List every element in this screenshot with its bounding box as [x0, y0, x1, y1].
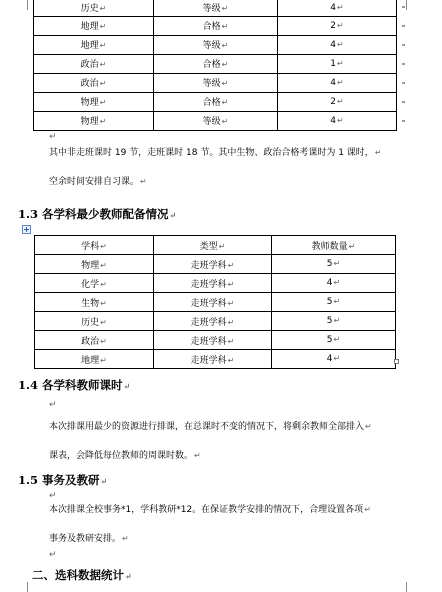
table-cell-text: 生物 — [81, 298, 100, 309]
table-cell[interactable] — [154, 274, 272, 293]
empty-paragraph-mark: ↵ — [49, 491, 57, 501]
paragraph-1-5-line1[interactable]: 本次排课全校事务*1，学科教研*12。在保证教学安排的情况下，合理设置各项↵ — [49, 505, 371, 515]
table-header-cell-text: 类型 — [199, 241, 218, 252]
table-header-cell[interactable] — [154, 236, 272, 255]
table-cell[interactable] — [272, 255, 396, 274]
row-end-mark — [402, 82, 405, 84]
table-cell[interactable] — [278, 0, 397, 16]
row-end-mark — [402, 63, 405, 65]
cell-end-mark: ↵ — [337, 96, 344, 106]
table-resize-handle-icon[interactable] — [394, 359, 399, 364]
table-cell[interactable] — [154, 54, 278, 73]
table-cell-text: 政治 — [80, 79, 99, 89]
table-cell-text: 等级 — [202, 41, 221, 51]
table-row — [35, 293, 396, 312]
cell-end-mark: ↵ — [333, 354, 341, 363]
cell-end-mark: ↵ — [221, 4, 229, 14]
table-cell-text: 5 — [326, 297, 333, 307]
table-cell[interactable] — [272, 350, 396, 369]
row-end-mark — [402, 25, 405, 27]
table-cell[interactable] — [154, 350, 272, 369]
table-cell[interactable] — [34, 111, 154, 130]
cell-end-mark: ↵ — [100, 317, 107, 327]
cell-end-mark: ↵ — [218, 241, 226, 251]
table-cell[interactable] — [272, 293, 396, 312]
table-row — [35, 274, 396, 293]
cell-end-mark: ↵ — [337, 77, 344, 87]
crop-mark-bottom-right — [406, 582, 416, 592]
table-cell-text: 走班学科 — [190, 317, 227, 328]
cell-end-mark: ↵ — [100, 336, 107, 346]
table-cell-text: 走班学科 — [190, 279, 227, 290]
empty-paragraph-mark: ↵ — [49, 400, 57, 410]
table-cell-text: 走班学科 — [190, 355, 227, 366]
cell-end-mark: ↵ — [221, 117, 229, 126]
cell-end-mark: ↵ — [99, 41, 107, 50]
table-row — [34, 92, 397, 111]
table-row — [34, 73, 397, 92]
table-cell[interactable] — [154, 111, 278, 130]
section-heading-1-4[interactable]: 1.4 各学科教师课时↵ — [18, 378, 131, 392]
cell-end-mark: ↵ — [333, 259, 341, 268]
table-cell[interactable] — [34, 54, 154, 73]
row-end-mark — [402, 120, 405, 122]
table-cell[interactable] — [154, 35, 278, 54]
crop-mark-top-right — [406, 0, 414, 10]
table-cell-text: 政治 — [80, 60, 99, 70]
table-cell[interactable] — [34, 92, 154, 111]
cell-end-mark: ↵ — [99, 79, 107, 88]
table-header-cell-text: 学科 — [81, 241, 100, 252]
table-cell[interactable] — [154, 92, 278, 111]
cell-end-mark: ↵ — [333, 297, 341, 306]
cell-end-mark: ↵ — [99, 60, 107, 69]
table-cell[interactable] — [34, 35, 154, 54]
table-cell[interactable] — [34, 73, 154, 92]
table-header-cell[interactable] — [35, 236, 154, 255]
table-cell-text: 地理 — [80, 22, 99, 32]
table-cell[interactable] — [35, 331, 154, 350]
paragraph-1-4-line1[interactable]: 本次排课用最少的资源进行排课，在总课时不变的情况下，将剩余教师全部排入↵ — [49, 422, 372, 432]
table-cell[interactable] — [35, 255, 154, 274]
crop-mark-top-left — [20, 0, 28, 10]
table-cell-text: 走班学科 — [190, 336, 227, 347]
table-cell[interactable] — [278, 111, 397, 130]
table-header-cell-text: 教师数量 — [311, 241, 348, 252]
table-cell[interactable] — [278, 92, 397, 111]
table-cell-text: 2 — [330, 96, 337, 107]
empty-paragraph-mark: ↵ — [49, 132, 57, 142]
table-cell-text: 4 — [326, 354, 333, 364]
crop-mark-bottom-left — [18, 582, 28, 592]
table-cell-text: 4 — [330, 77, 337, 88]
cell-end-mark: ↵ — [221, 60, 229, 69]
table-cell[interactable] — [154, 331, 272, 350]
paragraph-class-hours-line1[interactable]: 其中非走班课时 19 节，走班课时 18 节。其中生物、政治合格考课时为 1 课时，↵ — [49, 148, 382, 158]
cell-end-mark: ↵ — [337, 39, 344, 49]
table-header-row — [35, 236, 396, 255]
table-cell[interactable] — [35, 293, 154, 312]
cell-end-mark: ↵ — [333, 278, 341, 287]
section-heading-2[interactable]: 二、选科数据统计↵ — [32, 568, 132, 582]
table-row — [35, 255, 396, 274]
table-cell-text: 历史 — [80, 4, 99, 15]
table-cell-text: 走班学科 — [190, 260, 227, 271]
table-row — [34, 16, 397, 35]
paragraph-1-5-line2[interactable]: 事务及教研安排。↵ — [49, 534, 129, 544]
table-cell-text: 政治 — [81, 336, 100, 347]
table-cell-text: 1 — [330, 58, 337, 69]
table-cell-text: 4 — [330, 39, 337, 50]
cell-end-mark: ↵ — [100, 260, 107, 270]
row-end-mark — [402, 101, 405, 103]
table-cell-text: 等级 — [202, 4, 221, 15]
section-heading-1-5[interactable]: 1.5 事务及教研↵ — [18, 473, 108, 487]
table-row — [34, 35, 397, 54]
cell-end-mark: ↵ — [337, 115, 344, 125]
table-cell-text: 地理 — [80, 41, 99, 51]
table-cell-text: 4 — [330, 115, 337, 126]
table-cell-text: 合格 — [202, 60, 221, 70]
table-cell-text: 2 — [330, 20, 337, 31]
table-cell-text: 等级 — [202, 117, 221, 127]
cell-end-mark: ↵ — [227, 279, 235, 289]
cell-end-mark: ↵ — [99, 117, 107, 126]
table-cell-text: 物理 — [80, 117, 99, 127]
cell-end-mark: ↵ — [99, 22, 107, 31]
table-row — [35, 331, 396, 350]
table-cell[interactable] — [278, 16, 397, 35]
table-cell[interactable] — [272, 331, 396, 350]
table-row — [34, 111, 397, 130]
table-cell-text: 5 — [326, 335, 333, 345]
cell-end-mark: ↵ — [221, 41, 229, 50]
cell-end-mark: ↵ — [337, 58, 344, 68]
table-cell-text: 地理 — [81, 355, 100, 366]
table-cell-text: 历史 — [81, 317, 100, 328]
table-cell[interactable] — [154, 0, 278, 16]
empty-paragraph-mark: ↵ — [49, 550, 57, 560]
cell-end-mark: ↵ — [337, 2, 344, 12]
table-cell[interactable] — [35, 312, 154, 331]
table-row — [34, 54, 397, 73]
table-cell[interactable] — [34, 16, 154, 35]
cell-end-mark: ↵ — [333, 316, 341, 325]
table-cell[interactable] — [34, 0, 154, 16]
table-cell[interactable] — [278, 73, 397, 92]
cell-end-mark: ↵ — [227, 260, 235, 270]
table-cell-text: 物理 — [80, 98, 99, 108]
table-header-cell[interactable] — [272, 236, 396, 255]
row-end-mark — [402, 6, 405, 8]
table-cell-text: 等级 — [202, 79, 221, 89]
table-cell[interactable] — [154, 255, 272, 274]
table-row — [34, 0, 397, 16]
table-cell[interactable] — [154, 293, 272, 312]
cell-end-mark: ↵ — [100, 298, 107, 308]
table-cell[interactable] — [272, 312, 396, 331]
cell-end-mark: ↵ — [227, 298, 235, 308]
cell-end-mark: ↵ — [99, 98, 107, 107]
table-cell-text: 合格 — [202, 22, 221, 32]
table-cell-text: 5 — [326, 259, 333, 269]
table-move-handle-icon[interactable] — [22, 225, 31, 234]
cell-end-mark: ↵ — [227, 355, 235, 365]
table-cell-text: 4 — [326, 278, 333, 288]
cell-end-mark: ↵ — [221, 22, 229, 31]
cell-end-mark: ↵ — [100, 241, 107, 251]
table-cell[interactable] — [278, 54, 397, 73]
table-cell-text: 物理 — [81, 260, 100, 271]
paragraph-1-4-line2[interactable]: 课表，会降低每位教师的周课时数。↵ — [49, 451, 201, 461]
cell-end-mark: ↵ — [337, 20, 344, 30]
table-cell-text: 4 — [330, 2, 337, 13]
cell-end-mark: ↵ — [99, 4, 107, 14]
cell-end-mark: ↵ — [221, 79, 229, 88]
table-cell-text: 合格 — [202, 98, 221, 108]
table-row — [35, 350, 396, 369]
cell-end-mark: ↵ — [227, 336, 235, 346]
table-cell[interactable] — [154, 73, 278, 92]
table-row — [35, 312, 396, 331]
row-end-mark — [402, 44, 405, 46]
table-cell[interactable] — [35, 350, 154, 369]
section-heading-1-3[interactable]: 1.3 各学科最少教师配备情况↵ — [18, 207, 177, 221]
table-cell-text: 走班学科 — [190, 298, 227, 309]
cell-end-mark: ↵ — [333, 335, 341, 344]
paragraph-class-hours-line2[interactable]: 空余时间安排自习课。↵ — [49, 177, 147, 187]
table-cell[interactable] — [154, 312, 272, 331]
cell-end-mark: ↵ — [227, 317, 235, 327]
table-cell-text: 5 — [326, 316, 333, 326]
cell-end-mark: ↵ — [100, 355, 107, 365]
table-cell-text: 化学 — [81, 279, 100, 290]
cell-end-mark: ↵ — [100, 279, 107, 289]
class-hours-table — [33, 0, 397, 131]
table-cell[interactable] — [35, 274, 154, 293]
cell-end-mark: ↵ — [348, 241, 356, 251]
teacher-staffing-table — [34, 235, 396, 369]
table-cell[interactable] — [272, 274, 396, 293]
cell-end-mark: ↵ — [221, 98, 229, 107]
table-cell[interactable] — [278, 35, 397, 54]
table-cell[interactable] — [154, 16, 278, 35]
